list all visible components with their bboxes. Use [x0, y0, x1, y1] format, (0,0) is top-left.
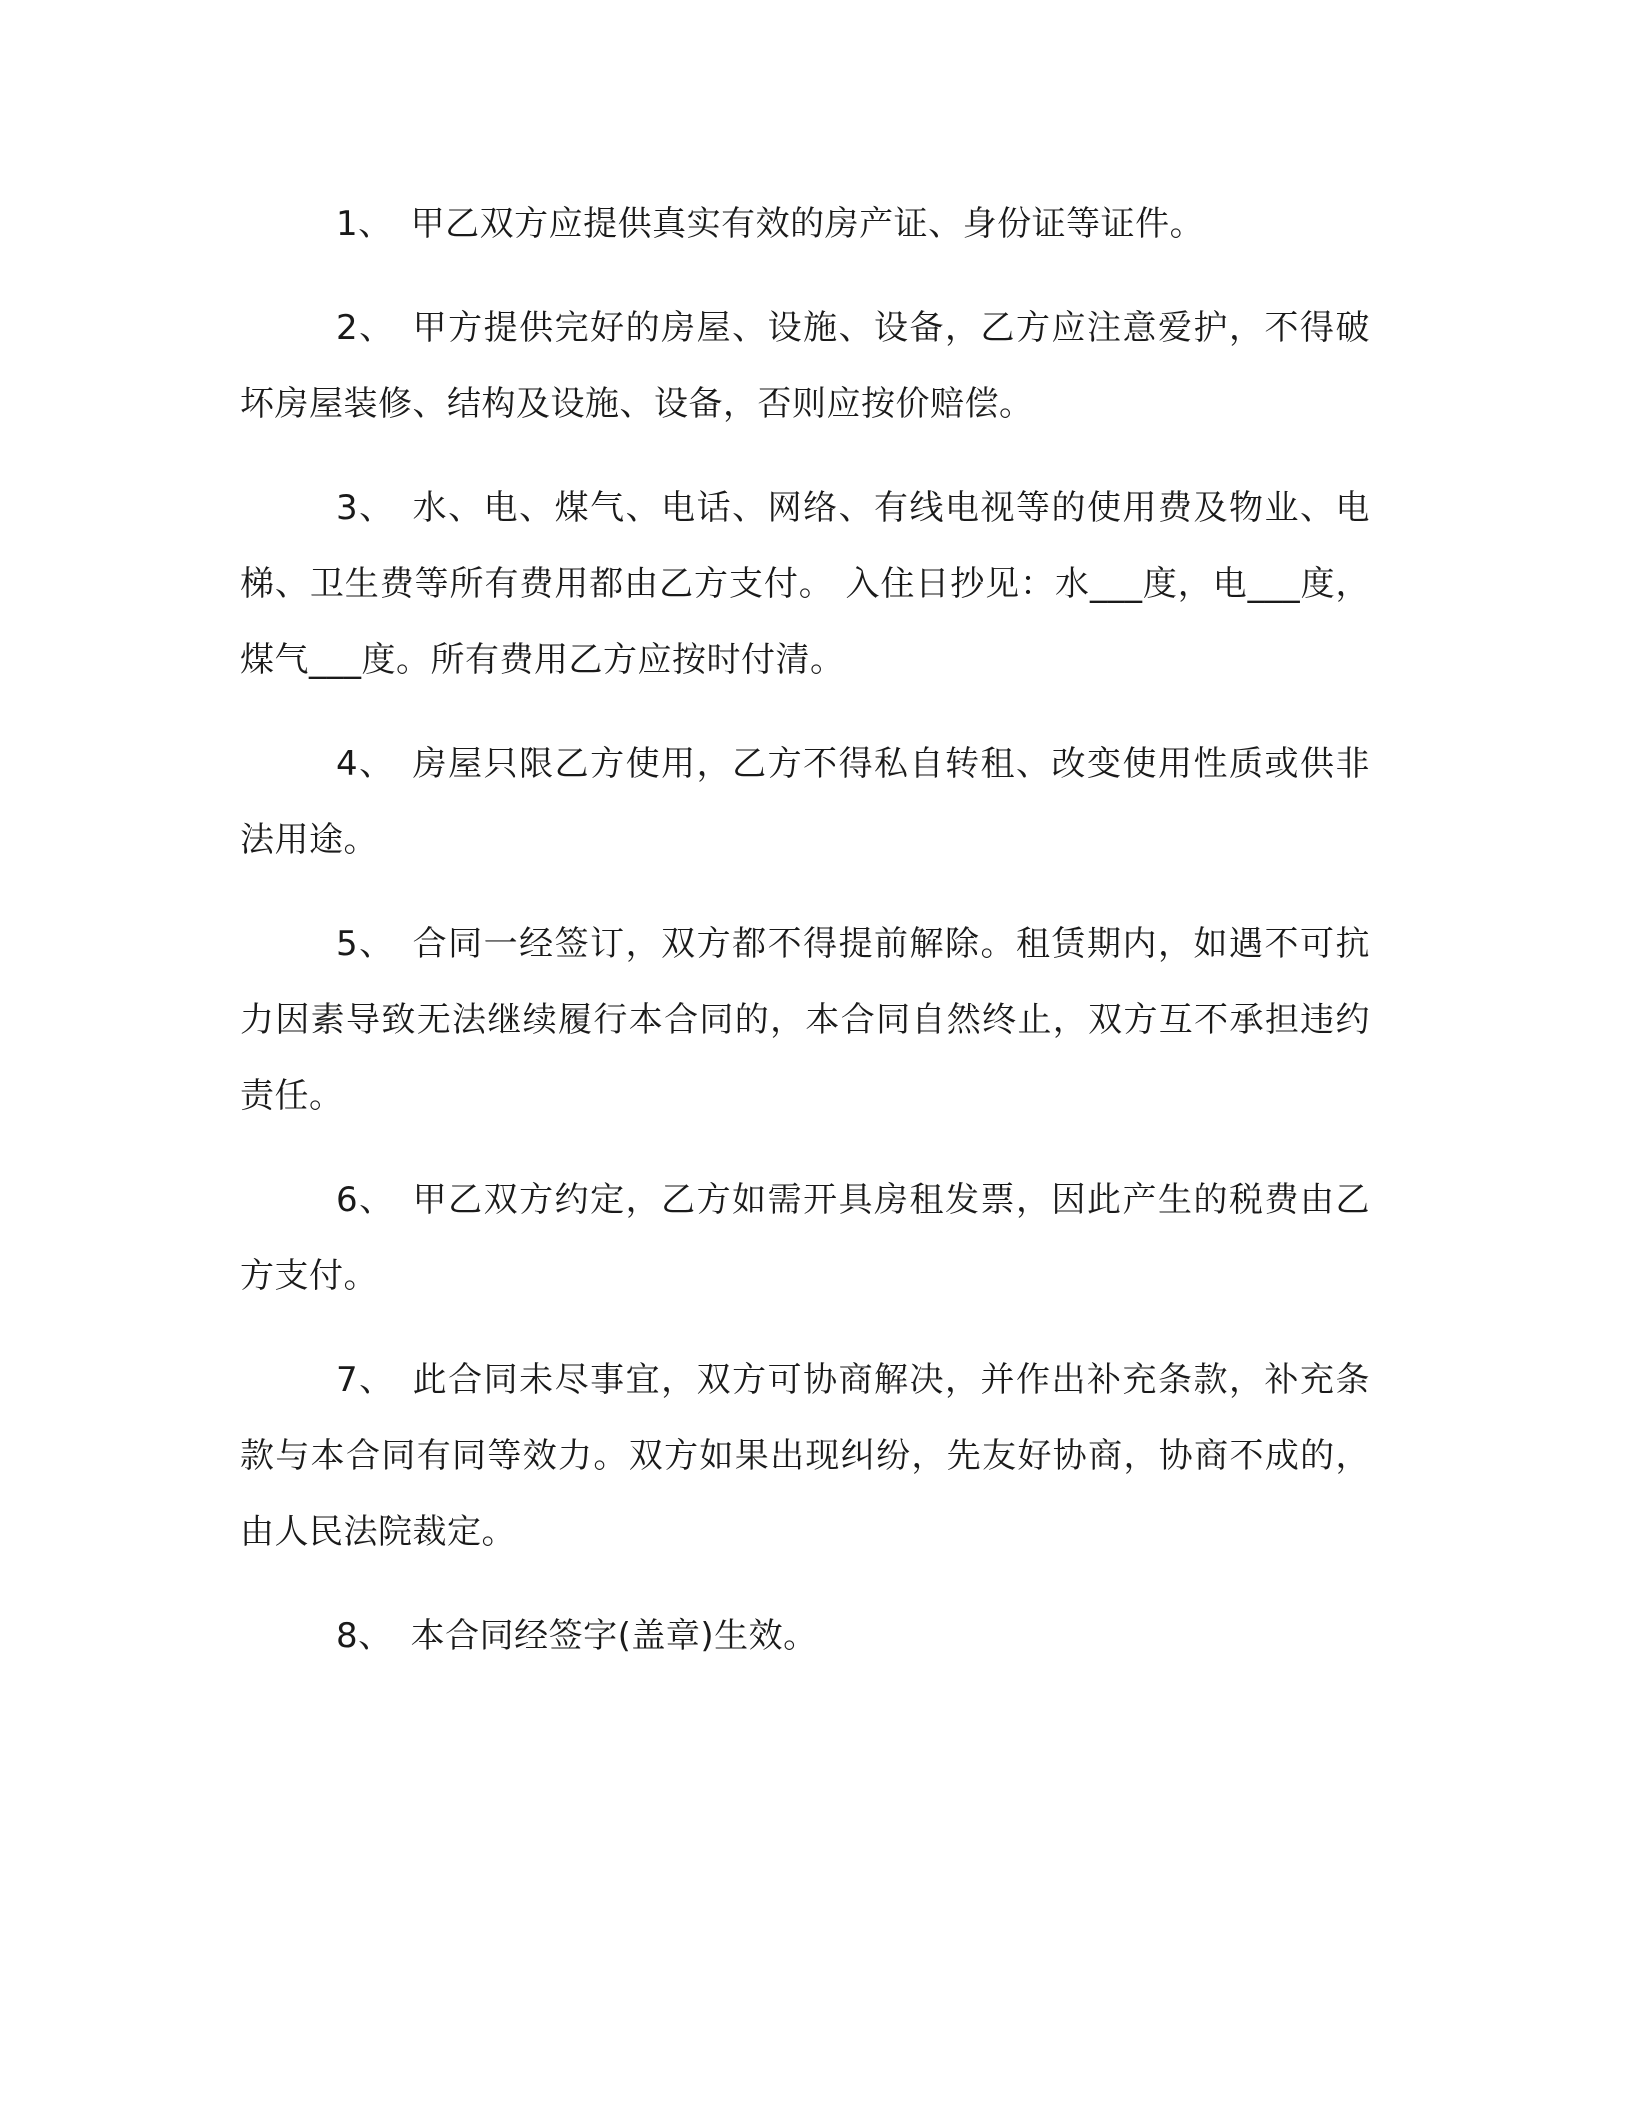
clause-1 — [240, 186, 1370, 262]
clause-text: 水、电、煤气、电话、网络、有线电视等的使用费及物业、电梯、卫生费等所有费用都由乙方支付。 入住日抄见：水___度，电___度，煤气___度。所有费用乙方应按时付清。 — [240, 488, 1370, 680]
clause-2 — [240, 290, 1370, 442]
clause-text: 甲乙双方应提供真实有效的房产证、身份证等证件。 — [410, 204, 1205, 244]
clause-number: 3、 — [336, 488, 395, 528]
clause-3 — [240, 470, 1370, 698]
clause-4 — [240, 726, 1370, 878]
clause-text: 此合同未尽事宜，双方可协商解决，并作出补充条款，补充条款与本合同有同等效力。双方如果出现纠纷，先友好协商，协商不成的，由人民法院裁定。 — [240, 1360, 1370, 1552]
clause-number: 5、 — [336, 924, 395, 964]
clause-5 — [240, 906, 1370, 1134]
clause-number: 2、 — [336, 308, 395, 348]
clause-6 — [240, 1162, 1370, 1314]
clause-8 — [240, 1598, 1370, 1674]
contract-clauses — [240, 186, 1370, 1702]
clause-number: 7、 — [336, 1360, 395, 1400]
clause-text: 合同一经签订，双方都不得提前解除。租赁期内，如遇不可抗力因素导致无法继续履行本合同的，本合同自然终止，双方互不承担违约责任。 — [240, 924, 1370, 1116]
clause-number: 4、 — [336, 744, 395, 784]
clause-7 — [240, 1342, 1370, 1570]
clause-text: 甲方提供完好的房屋、设施、设备，乙方应注意爱护，不得破坏房屋装修、结构及设施、设备，否则应按价赔偿。 — [240, 308, 1370, 424]
clause-number: 1、 — [336, 204, 393, 244]
clause-number: 6、 — [336, 1180, 395, 1220]
clause-text: 房屋只限乙方使用，乙方不得私自转租、改变使用性质或供非法用途。 — [240, 744, 1370, 860]
clause-number: 8、 — [336, 1616, 393, 1656]
clause-text: 本合同经签字(盖章)生效。 — [410, 1616, 818, 1656]
clause-text: 甲乙双方约定，乙方如需开具房租发票，因此产生的税费由乙方支付。 — [240, 1180, 1370, 1296]
